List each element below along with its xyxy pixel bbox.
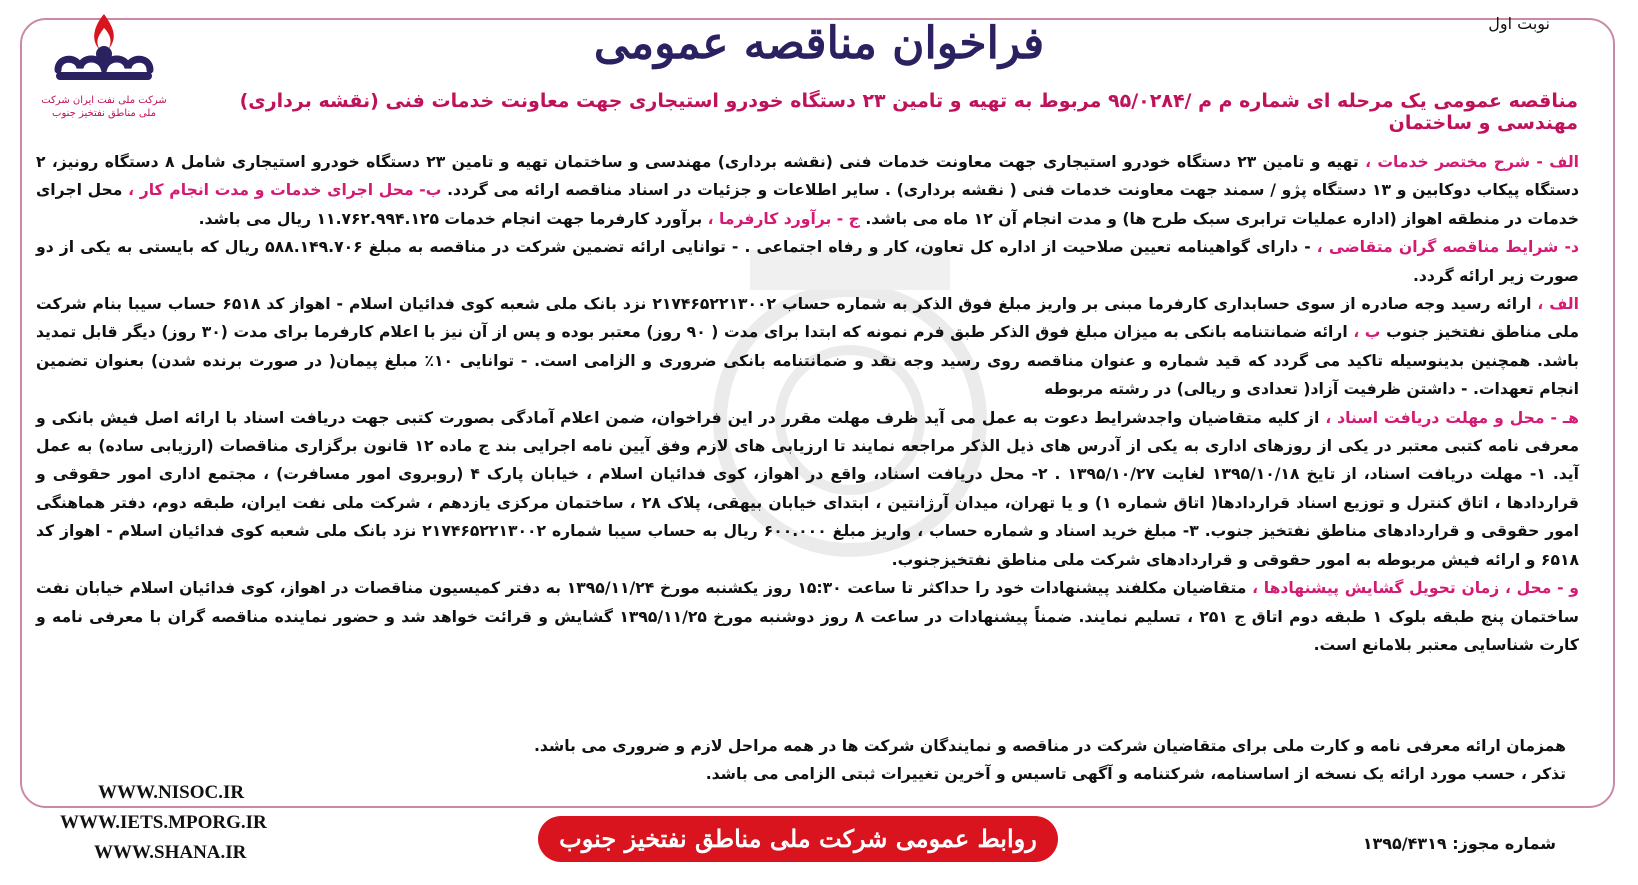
section-he-text: از کلیه متقاضیان واجدشرایط دعوت به عمل می آید ظرف مهلت مقرر در این فراخوان، ضمن اعلام آمادگی بصورت کتبی جهت دریافت اسناد با ارائه اصل فیش بانکی و معرفی نامه کتبی معتبر در یکی از روزهای اداری به یکی از آدرس های ذیل الذکر مراجعه نمایند تا ارزیابی های لازم وفق آیین نامه اجرایی بند ج ماده ۱۲ قانون برگزاری مناقصات (ارزیابی ساده) به عمل آید. ۱- مهلت دریافت اسناد، از تایخ ۱۳۹۵/۱۰/۱۸ لغایت ۱۳۹۵/۱۰/۲۷ . ۲- محل دریافت اسناد، واقع در اهواز، کوی فدائیان اسلام ، خیابان پارک ۴ (روبروی امور مسافرت) ، مجتمع اداری امور حقوقی و قراردادها ، اتاق کنترل و توزیع اسناد قراردادها( اتاق شماره ۱) و یا تهران، میدان آرژانتین ، ابتدای خیابان بیهقی، پلاک ۲۸ ، ساختمان مرکزی یازدهم ، شرکت ملی نفت ایران، طبقه دوم، دفتر هماهنگی امور حقوقی و قراردادهای مناطق نفتخیز جنوب. ۳- مبلغ خرید اسناد و شماره حساب ، واریز مبلغ ۶۰۰.۰۰۰ ریال به حساب سیبا شماره ۲۱۷۴۶۵۲۲۱۳۰۰۲ نزد بانک ملی شعبه کوی فدائیان اسلام - اهواز کد ۶۵۱۸ و ارائه فیش مربوطه به امور حقوقی و قراردادهای شرکت ملی مناطق نفتخیزجنوب. xyxy=(36,408,1580,569)
website-link[interactable]: WWW.IETS.MPORG.IR xyxy=(60,812,267,833)
section-sub-be-label: ب ، xyxy=(1353,323,1381,342)
website-list xyxy=(60,778,310,868)
section-sub-alef xyxy=(36,290,1579,404)
section-jim-label: ج - برآورد کارفرما ، xyxy=(707,209,860,228)
public-relations-banner: روابط عمومی شرکت ملی مناطق نفتخیز جنوب xyxy=(538,816,1058,862)
website-link[interactable]: WWW.SHANA.IR xyxy=(94,842,247,863)
notice-body xyxy=(36,148,1579,659)
tender-subtitle: مناقصه عمومی یک مرحله ای شماره م م /۹۵/۰۲۸۴ مربوط به تهیه و تامین ۲۳ دستگاه خودرو استیجاری جهت معاونت خدمات فنی (نقشه برداری) مهندسی و ساختمان xyxy=(239,90,1578,134)
section-he-label: هـ - محل و مهلت دریافت اسناد ، xyxy=(1325,408,1579,427)
logo-caption: شرکت ملی نفت ایران شرکت ملی مناطق نفتخیز جنوب xyxy=(41,95,167,119)
section-sub-alef-text: ارائه رسید وجه صادره از سوی حسابداری کارفرما مبنی بر واریز مبلغ فوق الذکر به شماره حساب ۲۱۷۴۶۵۲۲۱۳۰۰۲ نزد بانک ملی شعبه کوی فدائیان اسلام - اهواز کد ۶۵۱۸ حساب سیبا بنام شرکت ملی مناطق نفتخیز جنوب xyxy=(36,295,1579,342)
section-jim-text: برآورد کارفرما جهت انجام خدمات ۱۱.۷۶۲.۹۹۴.۱۲۵ ریال می باشد. xyxy=(198,209,703,228)
section-he xyxy=(36,404,1579,574)
section-sub-alef-label: الف ، xyxy=(1537,295,1580,314)
section-dal-text: - دارای گواهینامه تعیین صلاحیت از اداره کل تعاون، کار و رفاه اجتماعی . - توانایی ارائه تضمین شرکت در مناقصه به مبلغ ۵۸۸.۱۴۹.۷۰۶ ریال که بایستی به یکی از دو صورت زیر ارائه گردد. xyxy=(36,238,1579,285)
page-title: فراخوان مناقصه عمومی xyxy=(593,18,1045,69)
round-label: نوبت اول xyxy=(1488,14,1550,33)
section-dal xyxy=(36,233,1579,290)
section-dal-label: د- شرایط مناقصه گران متقاضی ، xyxy=(1316,238,1579,257)
section-be-label: ب- محل اجرای خدمات و مدت انجام کار ، xyxy=(128,181,442,200)
section-be-text: محل اجرای خدمات در منطقه اهواز (اداره عملیات ترابری سبک طرح ها) و مدت انجام آن ۱۲ ماه می باشد. xyxy=(36,181,1579,228)
note-line-1: همزمان ارائه معرفی نامه و کارت ملی برای متقاضیان شرکت در مناقصه و نمایندگان شرکت ها در همه مراحل لازم و ضروری می باشد. xyxy=(533,737,1566,755)
permit-number: شماره مجوز: ۱۳۹۵/۴۳۱۹ xyxy=(1362,834,1556,853)
website-link[interactable]: WWW.NISOC.IR xyxy=(98,782,245,803)
section-vav-label: و - محل ، زمان تحویل گشایش پیشنهادها ، xyxy=(1252,579,1579,598)
section-vav-text: متقاضیان مکلفند پیشنهادات خود را حداکثر تا ساعت ۱۵:۳۰ روز یکشنبه مورخ ۱۳۹۵/۱۱/۲۴ به دفتر کمیسیون مناقصات در اهواز، کوی فدائیان اسلام خیابان نفت ساختمان پنج طبقه بلوک ۱ طبقه دوم اتاق ج ۲۵۱ ، تسلیم نمایند. ضمناً پیشنهادات در ساعت ۸ روز دوشنبه مورخ ۱۳۹۵/۱۱/۲۵ گشایش و قرائت خواهد شد و حضور نماینده مناقصه گران با معرفی نامه و کارت شناسایی معتبر بلامانع است. xyxy=(36,579,1579,654)
section-alef-text: تهیه و تامین ۲۳ دستگاه خودرو استیجاری جهت معاونت خدمات فنی (نقشه برداری) مهندسی و ساختمان تهیه و تامین ۲۳ دستگاه خودرو استیجاری شامل ۸ دستگاه رونیز، ۲ دستگاه پیکاب دوکابین و ۱۳ دستگاه پژو / سمند جهت معاونت خدمات فنی ( نقشه برداری) . سایر اطلاعات و جزئیات در اسناد مناقصه ارائه می گردد. xyxy=(36,153,1579,200)
section-alef-label: الف - شرح مختصر خدمات ، xyxy=(1365,153,1580,171)
section-vav xyxy=(36,574,1579,659)
notice-notes xyxy=(466,732,1566,788)
section-sub-be-text: ارائه ضمانتنامه بانکی به میزان مبلغ فوق الذکر طبق فرم نمونه که ابتدا برای مدت ( ۹۰ روز) معتبر بوده و پس از آن نیز با اعلام کارفرما برای مدت (۳۰ روز) دیگر قابل تمدید باشد. همچنین بدینوسیله تاکید می گردد که قید شماره و عنوان مناقصه روی رسید وجه نقد و ضمانتنامه بانکی ضروری و الزامی است. - توانایی ۱۰٪ مبلغ پیمان( در صورت برنده شدن) بعنوان تضمین انجام تعهدات. - داشتن ظرفیت آزاد( تعدادی و ریالی) در رشته مربوطه xyxy=(36,323,1579,399)
section-alef xyxy=(36,148,1579,233)
note-line-2: تذکر ، حسب مورد ارائه یک نسخه از اساسنامه، شرکتنامه و آگهی تاسیس و آخرین تغییرات ثبتی الزامی می باشد. xyxy=(705,765,1566,783)
